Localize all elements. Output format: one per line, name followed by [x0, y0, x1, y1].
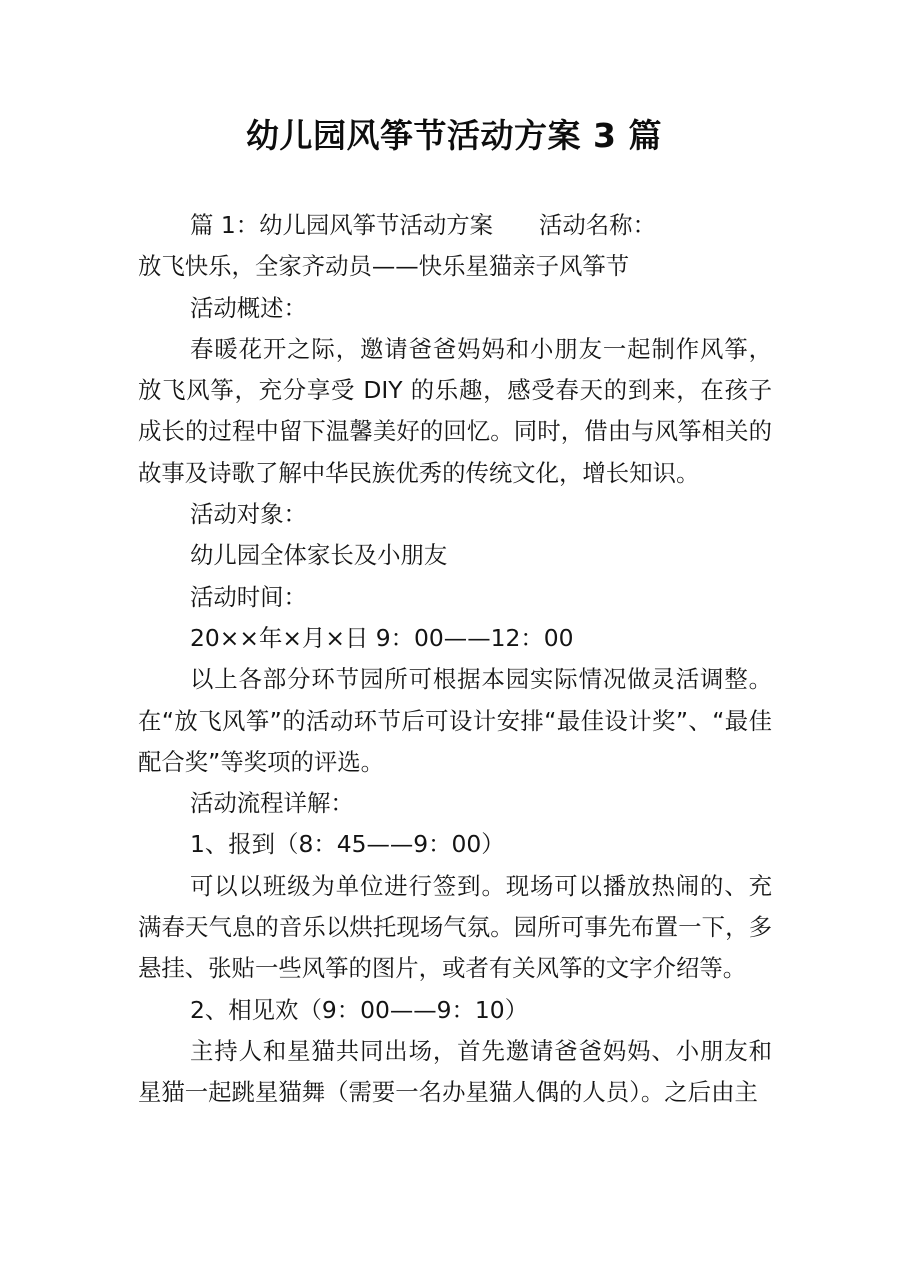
step-1-text: 可以以班级为单位进行签到。现场可以播放热闹的、充满春天气息的音乐以烘托现场气氛。园所可事先布置一下，多悬挂、张贴一些风筝的图片，或者有关风筝的文字介绍等。: [138, 871, 772, 983]
activity-name-label: 活动名称：: [539, 211, 656, 239]
step-2-heading: 2、相见欢（9：00——9：10）: [190, 995, 529, 1024]
paragraph-heading-line: [138, 205, 772, 246]
activity-name-value: 放飞快乐，全家齐动员——快乐星猫亲子风筝节: [138, 252, 630, 281]
adjustment-text: 以上各部分环节园所可根据本园实际情况做灵活调整。在“放飞风筝”的活动环节后可设计安排“最佳设计奖”、“最佳配合奖”等奖项的评选。: [138, 665, 772, 776]
target-label: 活动对象：: [190, 500, 307, 529]
overview-label: 活动概述：: [190, 293, 307, 322]
document-body: [138, 205, 772, 1114]
document-title: 幼儿园风筝节活动方案 3 篇: [246, 116, 662, 155]
process-label: 活动流程详解：: [190, 789, 354, 818]
step-2-text: 主持人和星猫共同出场，首先邀请爸爸妈妈、小朋友和星猫一起跳星猫舞（需要一名办星猫人偶的人员）。之后由主: [138, 1036, 772, 1107]
overview-text: 春暖花开之际，邀请爸爸妈妈和小朋友一起制作风筝，放飞风筝，充分享受 DIY 的乐趣，感受春天的到来，在孩子成长的过程中留下温馨美好的回忆。同时，借由与风筝相关的故事及诗歌了解中华民族优秀的传统文化，增长知识。: [138, 334, 772, 487]
section-heading: 篇 1：幼儿园风筝节活动方案: [190, 211, 494, 239]
time-value: 20××年×月×日 9：00——12：00: [190, 623, 574, 652]
target-value: 幼儿园全体家长及小朋友: [190, 541, 448, 570]
time-label: 活动时间：: [190, 582, 307, 611]
step-1-heading: 1、报到（8：45——9：00）: [190, 830, 505, 859]
